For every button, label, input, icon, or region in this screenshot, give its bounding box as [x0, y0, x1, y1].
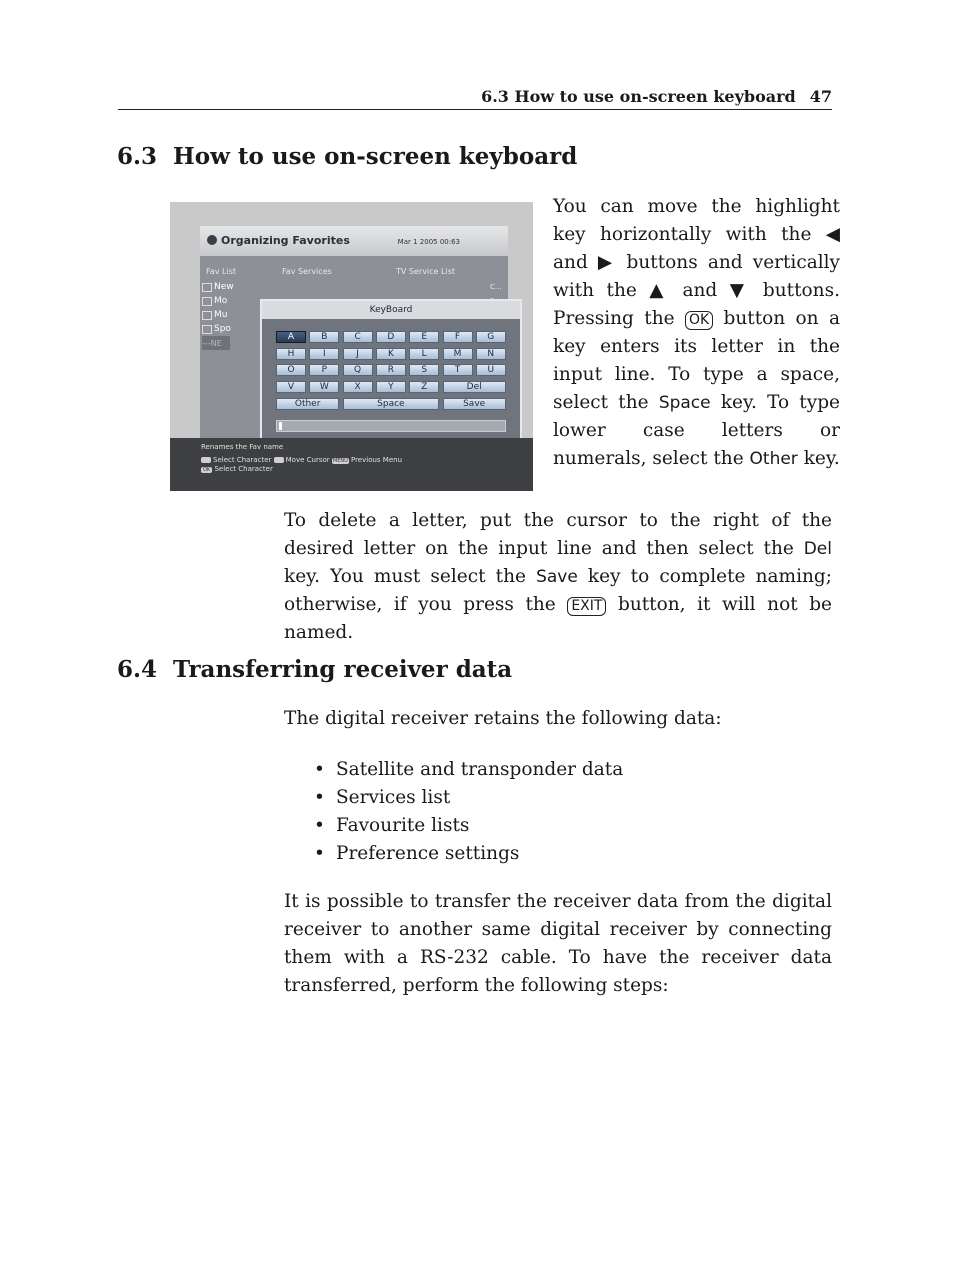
paragraph-navigation: You can move the highlight key horizontally with the ◀ and ▶ buttons and vertically with the ▲ and ▼ buttons. Pressing the OK button on a key enters its letter in the input line. To type a space, select the Space key. To type lower case letters or numerals, select the Other key. [553, 196, 841, 469]
section-63-title: How to use on-screen keyboard [173, 143, 578, 170]
keyboard-key-r[interactable]: R [376, 364, 406, 376]
list-item: • Preference settings [314, 840, 623, 868]
keyboard-key-e[interactable]: E [409, 331, 439, 343]
keyboard-key-q[interactable]: Q [343, 364, 373, 376]
space-key-label: Space [658, 393, 711, 413]
keyboard-key-x[interactable]: X [343, 381, 373, 393]
left-arrow-icon: ◀ [825, 224, 840, 245]
tv-date: Mar 1 2005 00:63 [397, 238, 460, 246]
running-header [118, 87, 832, 110]
section-64-heading [117, 656, 512, 683]
list-item: • Satellite and transponder data [314, 756, 623, 784]
menu-button-icon: MENU [332, 458, 348, 464]
header-section-title: 6.3 How to use on-screen keyboard [481, 87, 796, 106]
list-item: Mo [202, 294, 230, 308]
list-item: Mu [202, 308, 230, 322]
onscreen-keyboard-screenshot [170, 202, 533, 491]
tv-title: Organizing Favorites [221, 234, 350, 247]
list-item: Spo [202, 322, 230, 336]
section-63-number: 6.3 [117, 143, 158, 170]
up-down-arrows-icon [201, 457, 211, 463]
satellite-logo-icon [207, 235, 217, 245]
keyboard-key-g[interactable]: G [476, 331, 506, 343]
keyboard-key-p[interactable]: P [309, 364, 339, 376]
tab-tv-service-list: TV Service List [396, 267, 455, 276]
left-right-arrows-icon [274, 457, 284, 463]
paragraph-transfer: It is possible to transfer the receiver data from the digital receiver to another same digital receiver by connecting them with a RS-232 cable. To have the receiver data transferred, perform the following steps: [284, 891, 832, 996]
tv-tabs [200, 264, 508, 276]
keyboard-key-i[interactable]: I [309, 348, 339, 360]
section-64-title: Transferring receiver data [173, 656, 513, 683]
keyboard-key-v[interactable]: V [276, 381, 306, 393]
keyboard-key-s[interactable]: S [409, 364, 439, 376]
folder-icon [202, 325, 212, 334]
help-title: Renames the Fav name [201, 443, 284, 451]
keyboard-title: KeyBoard [262, 301, 520, 319]
keyboard-key-save[interactable]: Save [443, 398, 506, 410]
keyboard-key-j[interactable]: J [343, 348, 373, 360]
keyboard-key-t[interactable]: T [443, 364, 473, 376]
keyboard-key-b[interactable]: B [309, 331, 339, 343]
keyboard-key-a[interactable]: A [276, 331, 306, 343]
keyboard-key-w[interactable]: W [309, 381, 339, 393]
header-text [481, 87, 832, 106]
keyboard-key-l[interactable]: L [409, 348, 439, 360]
keyboard-key-del[interactable]: Del [443, 381, 506, 393]
text-cursor [279, 422, 282, 430]
keyboard-key-u[interactable]: U [476, 364, 506, 376]
list-item: ---NE [202, 336, 230, 350]
keyboard-key-h[interactable]: H [276, 348, 306, 360]
keyboard-key-n[interactable]: N [476, 348, 506, 360]
save-key-label: Save [536, 567, 578, 587]
keyboard-dialog [260, 299, 522, 447]
paragraph-delete: To delete a letter, put the cursor to the right of the desired letter on the input line and then select the Del key. You must select the Save key to complete naming; otherwise, if you press the EXIT button, it will not be named. [284, 510, 832, 643]
folder-icon [202, 311, 212, 320]
section-63-heading [117, 143, 577, 170]
keyboard-key-space[interactable]: Space [343, 398, 440, 410]
help-line-2: OK Select Character [203, 465, 273, 473]
list-item: New [202, 280, 230, 294]
keyboard-key-f[interactable]: F [443, 331, 473, 343]
keyboard-key-m[interactable]: M [443, 348, 473, 360]
del-key-label: Del [803, 539, 832, 559]
keyboard-key-c[interactable]: C [343, 331, 373, 343]
section-64-number: 6.4 [117, 656, 158, 683]
other-key-label: Other [749, 449, 798, 469]
tv-screen [200, 226, 508, 438]
folder-icon [202, 297, 212, 306]
list-item: • Favourite lists [314, 812, 623, 840]
page-number: 47 [809, 87, 832, 106]
list-item: • Services list [314, 784, 623, 812]
exit-button-label: EXIT [567, 597, 606, 616]
keyboard-key-other[interactable]: Other [276, 398, 339, 410]
down-arrow-icon: ▼ [729, 280, 751, 301]
tv-title-bar [200, 226, 508, 256]
up-arrow-icon: ▲ [649, 280, 671, 301]
keyboard-input-line[interactable] [276, 420, 506, 432]
keyboard-key-z[interactable]: Z [409, 381, 439, 393]
service-list-fragments: C... [490, 283, 502, 291]
keyboard-key-k[interactable]: K [376, 348, 406, 360]
tv-help-bar [170, 438, 533, 491]
bullet-list [314, 756, 623, 868]
tab-fav-services: Fav Services [282, 267, 332, 276]
tab-fav-list: Fav List [206, 267, 237, 276]
folder-icon [202, 283, 212, 292]
ok-button-icon: OK [203, 467, 211, 473]
ok-button-label: OK [685, 311, 713, 330]
right-arrow-icon: ▶ [597, 252, 617, 273]
paragraph-retains: The digital receiver retains the following data: [284, 708, 722, 729]
keyboard-key-o[interactable]: O [276, 364, 306, 376]
help-line-1: Select Character Move Cursor MENU Previous Menu [201, 456, 402, 464]
keyboard-key-d[interactable]: D [376, 331, 406, 343]
keyboard-key-y[interactable]: Y [376, 381, 406, 393]
fav-list [202, 280, 234, 350]
